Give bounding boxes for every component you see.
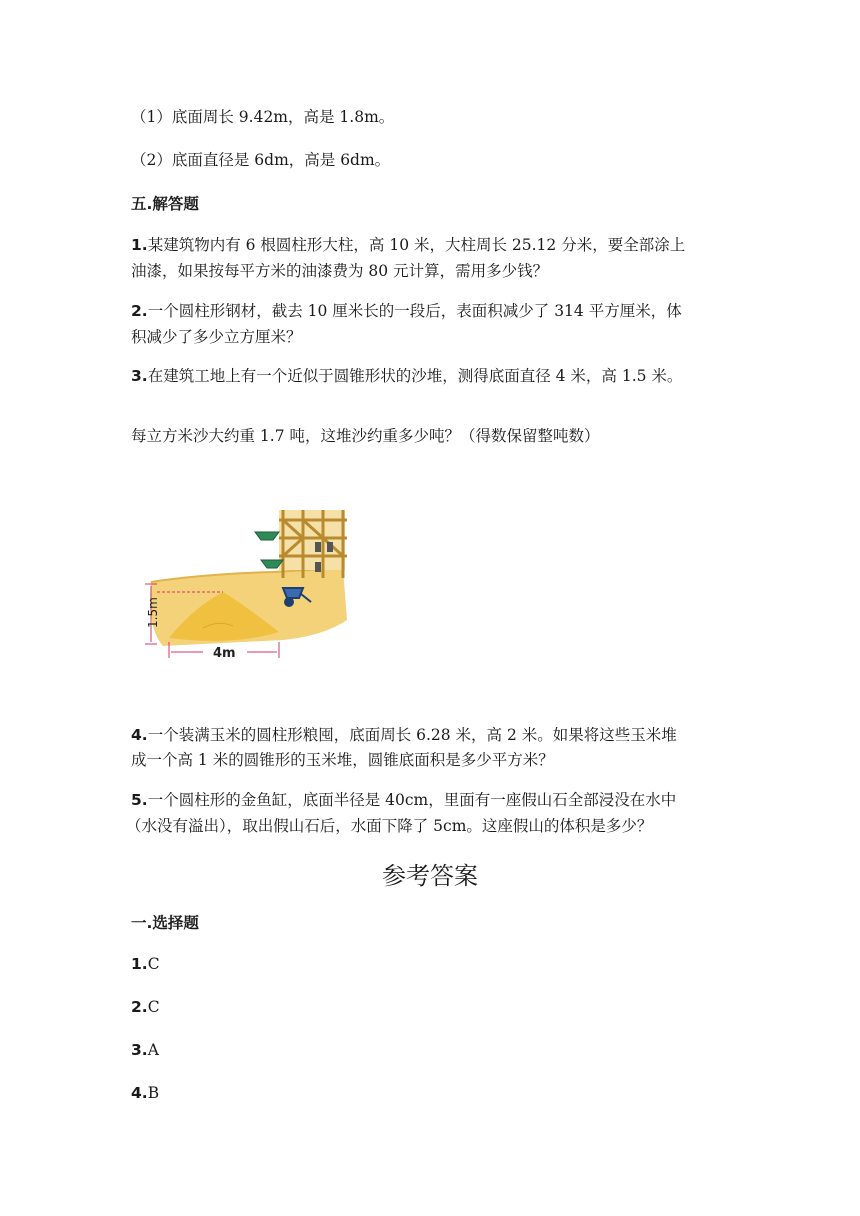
bucket-top [255,532,279,540]
question-2-line-2: 积减少了多少立方厘米？ [131,328,302,346]
section5-heading: 五.解答题 [131,195,199,213]
question-1-text: 某建筑物内有 6 根圆柱形大柱，高 10 米，大柱周长 25.12 分米，要全部涂上 [147,236,686,254]
answer-1 [131,954,160,974]
answers-section1-heading: 一.选择题 [131,914,199,932]
answer-1-value: C [147,955,160,973]
answer-3 [131,1040,159,1060]
answer-2-value: C [147,998,160,1016]
question-4-number: 4. [131,726,148,744]
part4-item-1: （1）底面周长 9.42m，高是 1.8m。 [131,108,395,126]
answer-4-number: 4. [131,1084,148,1102]
sand-pile-figure [143,508,349,660]
question-2-line-1 [131,301,682,321]
answer-4 [131,1083,159,1103]
question-1-line-2: 油漆，如果按每平方米的油漆费为 80 元计算，需用多少钱？ [131,262,549,280]
question-2-number: 2. [131,302,148,320]
question-4-line-2: 成一个高 1 米的圆锥形的玉米堆，圆锥底面积是多少平方米？ [131,751,554,769]
answer-3-value: A [147,1041,159,1059]
question-3-text: 在建筑工地上有一个近似于圆锥形状的沙堆，测得底面直径 4 米，高 1.5 米。 [147,367,683,385]
question-5-text: 一个圆柱形的金鱼缸，底面半径是 40cm，里面有一座假山石全部浸没在水中 [147,791,677,809]
question-5-line-1 [131,790,676,810]
answer-2 [131,997,160,1017]
answer-2-number: 2. [131,998,148,1016]
question-4-line-1 [131,725,677,745]
question-4-text: 一个装满玉米的圆柱形粮囤，底面周长 6.28 米，高 2 米。如果将这些玉米堆 [147,726,677,744]
question-3-line-2: 每立方米沙大约重 1.7 吨，这堆沙约重多少吨？（得数保留整吨数） [131,427,600,445]
question-3-line-1 [131,366,682,386]
question-5-line-2: （水没有溢出），取出假山石后，水面下降了 5cm。这座假山的体积是多少？ [126,817,653,835]
answer-1-number: 1. [131,955,148,973]
question-2-text: 一个圆柱形钢材，截去 10 厘米长的一段后，表面积减少了 314 平方厘米，体 [147,302,682,320]
question-3-number: 3. [131,367,148,385]
part4-item-2: （2）底面直径是 6dm，高是 6dm。 [131,151,391,169]
scaffolding [279,510,347,578]
height-label: 1.5m [146,597,160,628]
question-1-number: 1. [131,236,148,254]
answer-4-value: B [147,1084,160,1102]
width-label: 4m [213,646,236,660]
answer-3-number: 3. [131,1041,148,1059]
question-1-line-1 [131,235,685,255]
answers-title: 参考答案 [382,862,478,890]
question-5-number: 5. [131,791,148,809]
